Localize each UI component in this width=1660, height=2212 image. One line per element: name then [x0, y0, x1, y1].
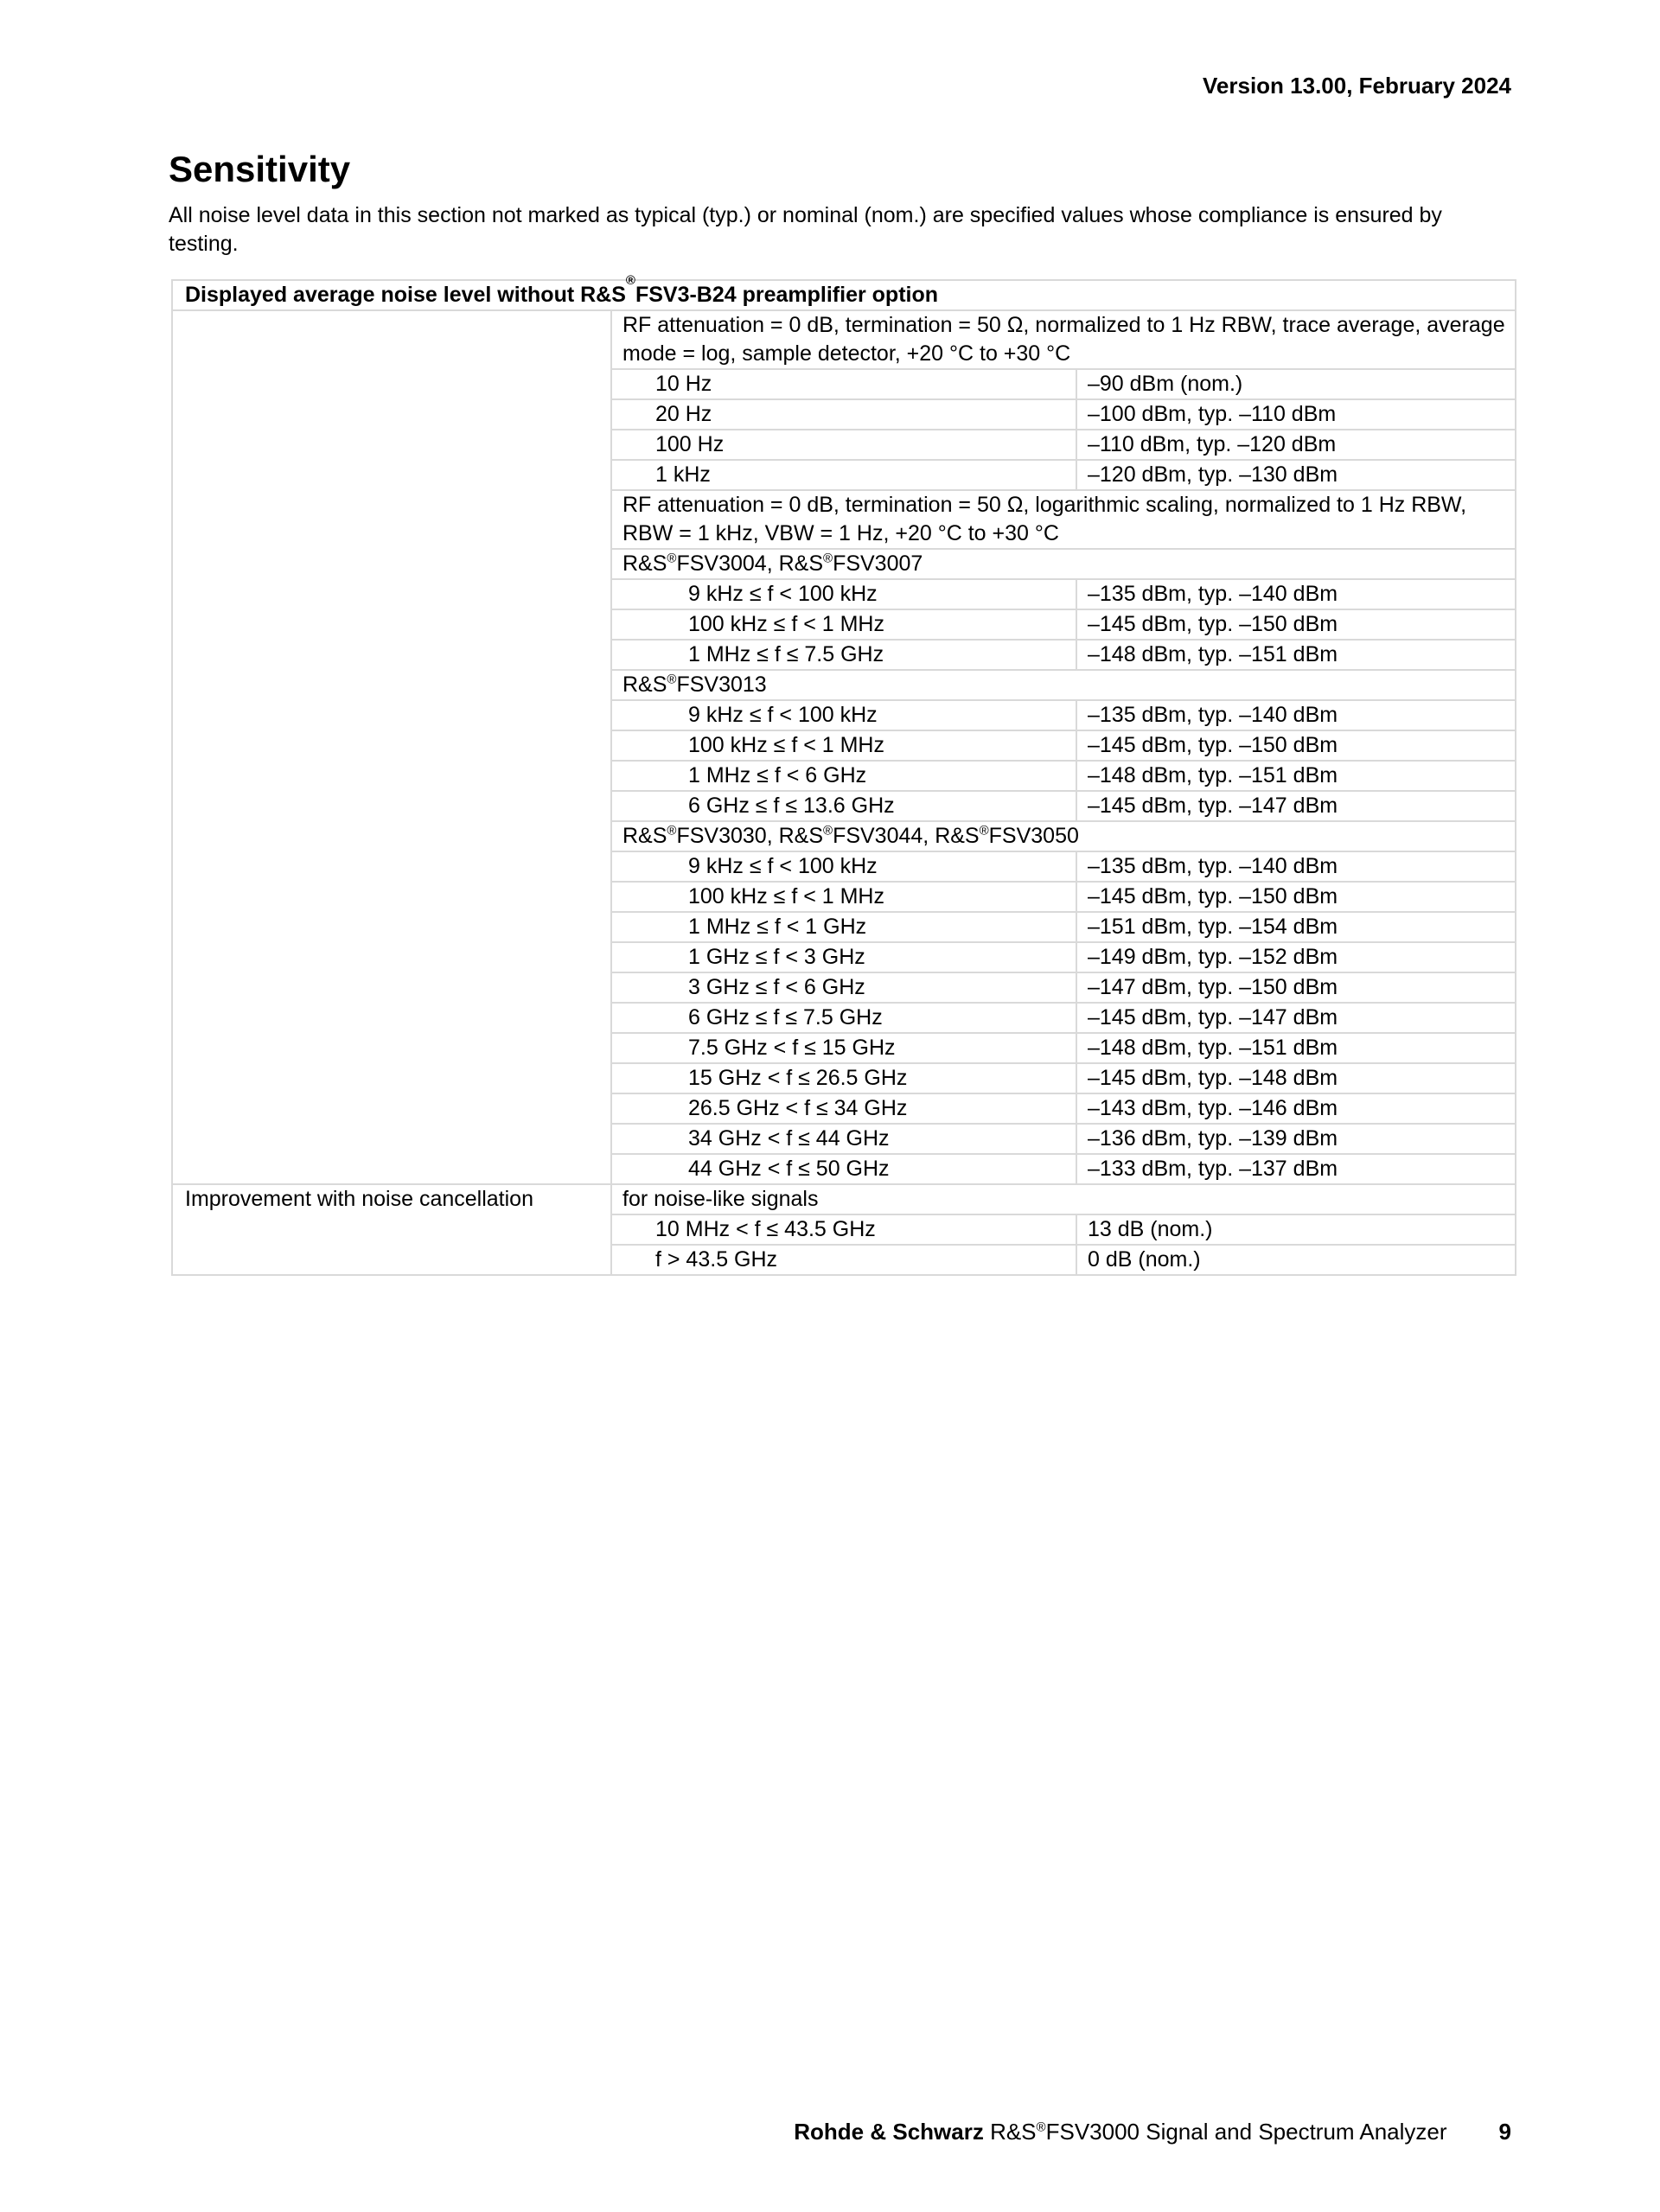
table-row	[612, 1215, 1515, 1246]
danl-label-cell	[173, 311, 612, 1183]
freq-cell: 100 kHz ≤ f < 1 MHz	[612, 883, 1077, 911]
heading-text-pre: Displayed average noise level without R&S	[185, 283, 626, 307]
intro-text: All noise level data in this section not marked as typical (typ.) or nominal (nom.) are specified values whose compliance is ensured by testing.	[169, 203, 1442, 256]
footer-product-pre: R&S	[983, 2119, 1037, 2145]
model-label: R&S®FSV3030, R&S®FSV3044, R&S®FSV3050	[622, 823, 1079, 848]
freq-cell: 100 Hz	[612, 430, 1077, 459]
page-footer	[794, 2119, 1511, 2145]
table-row	[612, 852, 1515, 883]
freq-cell: 34 GHz < f ≤ 44 GHz	[612, 1125, 1077, 1153]
condition-text: RF attenuation = 0 dB, termination = 50 Ω, logarithmic scaling, normalized to 1 Hz RBW, RBW = 1 kHz, VBW = 1 Hz, +20 °C to +30 °C	[622, 493, 1467, 545]
freq-cell: 6 GHz ≤ f ≤ 7.5 GHz	[612, 1004, 1077, 1032]
value-cell: –135 dBm, typ. –140 dBm	[1088, 703, 1338, 727]
freq-cell: 1 GHz ≤ f < 3 GHz	[612, 943, 1077, 972]
model-label: R&S®FSV3004, R&S®FSV3007	[622, 551, 923, 576]
table-row	[612, 1064, 1515, 1094]
freq-cell: 100 kHz ≤ f < 1 MHz	[612, 610, 1077, 639]
table-row	[612, 580, 1515, 610]
freq-cell: 1 MHz ≤ f ≤ 7.5 GHz	[612, 641, 1077, 669]
value-cell: –145 dBm, typ. –147 dBm	[1088, 1005, 1338, 1030]
table-row	[612, 1155, 1515, 1183]
value-cell: –100 dBm, typ. –110 dBm	[1088, 402, 1337, 426]
model-row	[612, 671, 1515, 701]
table-row	[612, 973, 1515, 1004]
model-row	[612, 822, 1515, 852]
value-cell: –145 dBm, typ. –150 dBm	[1088, 612, 1338, 636]
footer-sup: ®	[1036, 2120, 1046, 2135]
value-cell: –145 dBm, typ. –150 dBm	[1088, 733, 1338, 757]
table-row	[612, 1034, 1515, 1064]
table-row	[612, 1004, 1515, 1034]
value-cell: 0 dB (nom.)	[1088, 1247, 1201, 1272]
table-row	[612, 1125, 1515, 1155]
model-row	[612, 550, 1515, 580]
value-cell: –120 dBm, typ. –130 dBm	[1088, 462, 1338, 487]
freq-cell: 1 kHz	[612, 461, 1077, 489]
table-row	[612, 701, 1515, 731]
value-cell: –110 dBm, typ. –120 dBm	[1088, 432, 1337, 456]
page-title: Sensitivity	[169, 149, 351, 189]
table-row	[612, 943, 1515, 973]
table-row	[612, 762, 1515, 792]
condition-row	[612, 491, 1515, 550]
freq-cell: 9 kHz ≤ f < 100 kHz	[612, 852, 1077, 881]
value-cell: –145 dBm, typ. –150 dBm	[1088, 884, 1338, 908]
freq-cell: 9 kHz ≤ f < 100 kHz	[612, 580, 1077, 609]
freq-cell: 10 MHz < f ≤ 43.5 GHz	[612, 1215, 1077, 1244]
condition-text: RF attenuation = 0 dB, termination = 50 Ω, normalized to 1 Hz RBW, trace average, average mode = log, sample detector, +20 °C to +30 °C	[622, 313, 1505, 366]
table-heading	[171, 273, 1516, 311]
freq-cell: 1 MHz ≤ f < 6 GHz	[612, 762, 1077, 790]
value-cell: –135 dBm, typ. –140 dBm	[1088, 582, 1338, 606]
heading-sup: ®	[625, 273, 635, 288]
table-row	[612, 461, 1515, 491]
condition-row	[612, 1185, 1515, 1215]
heading-text-post: FSV3-B24 preamplifier option	[635, 283, 939, 307]
value-cell: –149 dBm, typ. –152 dBm	[1088, 945, 1338, 969]
table-row	[612, 370, 1515, 400]
spec-table	[171, 273, 1516, 1276]
value-cell: –148 dBm, typ. –151 dBm	[1088, 763, 1338, 787]
freq-cell: 9 kHz ≤ f < 100 kHz	[612, 701, 1077, 730]
footer-product: FSV3000 Signal and Spectrum Analyzer	[1045, 2119, 1447, 2145]
table-row	[612, 913, 1515, 943]
table-row	[612, 731, 1515, 762]
value-cell: –90 dBm (nom.)	[1088, 372, 1243, 396]
footer-brand: Rohde & Schwarz	[794, 2119, 984, 2145]
table-row	[612, 1246, 1515, 1274]
table-row	[612, 610, 1515, 641]
value-cell: –145 dBm, typ. –148 dBm	[1088, 1066, 1338, 1090]
freq-cell: 26.5 GHz < f ≤ 34 GHz	[612, 1094, 1077, 1123]
value-cell: –136 dBm, typ. –139 dBm	[1088, 1126, 1338, 1151]
freq-cell: 100 kHz ≤ f < 1 MHz	[612, 731, 1077, 760]
freq-cell: 1 MHz ≤ f < 1 GHz	[612, 913, 1077, 941]
value-cell: –145 dBm, typ. –147 dBm	[1088, 794, 1338, 818]
model-label: R&S®FSV3013	[622, 672, 767, 697]
table-row	[612, 1094, 1515, 1125]
freq-cell: 10 Hz	[612, 370, 1077, 398]
value-cell: –133 dBm, typ. –137 dBm	[1088, 1157, 1338, 1181]
value-cell: –143 dBm, typ. –146 dBm	[1088, 1096, 1338, 1120]
table-row	[612, 400, 1515, 430]
value-cell: –148 dBm, typ. –151 dBm	[1088, 642, 1338, 666]
value-cell: –151 dBm, typ. –154 dBm	[1088, 915, 1338, 939]
freq-cell: 15 GHz < f ≤ 26.5 GHz	[612, 1064, 1077, 1093]
table-row	[612, 641, 1515, 671]
freq-cell: 44 GHz < f ≤ 50 GHz	[612, 1155, 1077, 1183]
freq-cell: f > 43.5 GHz	[612, 1246, 1077, 1274]
table-row	[612, 792, 1515, 822]
version-label: Version 13.00, February 2024	[1203, 73, 1511, 99]
freq-cell: 3 GHz ≤ f < 6 GHz	[612, 973, 1077, 1002]
freq-cell: 6 GHz ≤ f ≤ 13.6 GHz	[612, 792, 1077, 820]
value-cell: –135 dBm, typ. –140 dBm	[1088, 854, 1338, 878]
condition-row	[612, 311, 1515, 370]
table-row	[612, 430, 1515, 461]
freq-cell: 7.5 GHz < f ≤ 15 GHz	[612, 1034, 1077, 1062]
freq-cell: 20 Hz	[612, 400, 1077, 429]
value-cell: 13 dB (nom.)	[1088, 1217, 1213, 1241]
condition-text: for noise-like signals	[622, 1187, 819, 1211]
page-number: 9	[1498, 2119, 1511, 2145]
value-cell: –147 dBm, typ. –150 dBm	[1088, 975, 1338, 999]
table-row	[612, 883, 1515, 913]
noise-cancellation-label: Improvement with noise cancellation	[173, 1185, 612, 1274]
danl-group	[171, 311, 1516, 1185]
value-cell: –148 dBm, typ. –151 dBm	[1088, 1036, 1338, 1060]
noise-cancellation-group	[171, 1185, 1516, 1276]
